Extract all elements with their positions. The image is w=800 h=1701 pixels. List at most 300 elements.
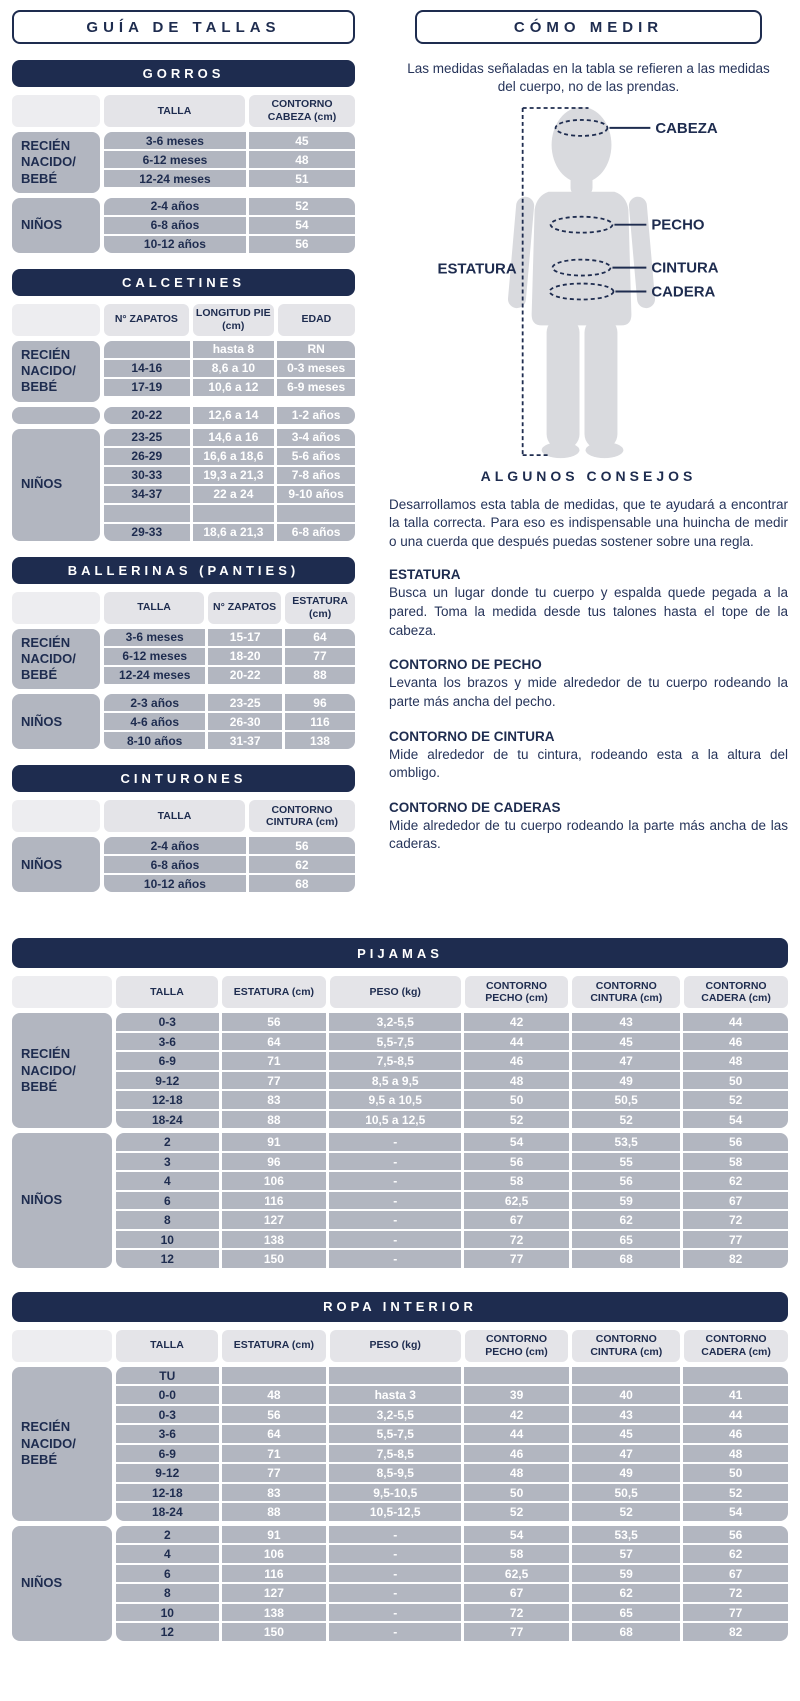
cell: 5,5-7,5	[329, 1425, 461, 1443]
cell: 10-12 años	[104, 236, 246, 253]
header-cells	[104, 592, 355, 624]
table-row	[116, 1367, 788, 1385]
table-row	[104, 505, 355, 522]
cell: 10	[116, 1231, 219, 1249]
table-header-row	[12, 1330, 788, 1362]
cell: 44	[683, 1013, 788, 1031]
cell: 67	[464, 1584, 569, 1602]
table-row	[116, 1386, 788, 1404]
cell: 12	[116, 1623, 219, 1641]
cell: 49	[572, 1464, 681, 1482]
column-header: TALLA	[104, 592, 204, 624]
table-group	[12, 132, 355, 193]
table-row	[116, 1503, 788, 1521]
cell: 77	[683, 1231, 788, 1249]
cell	[193, 505, 275, 522]
table-row	[116, 1565, 788, 1583]
calcetines-title-bar: CALCETINES	[12, 269, 355, 296]
cell: hasta 8	[193, 341, 275, 358]
column-header: PESO (kg)	[330, 1330, 461, 1362]
right-column	[389, 10, 788, 892]
size-guide-title: GUÍA DE TALLAS	[12, 10, 355, 44]
corner-cell	[12, 1330, 112, 1362]
column-header: CONTORNO CINTURA (cm)	[249, 800, 355, 832]
group-label: NIÑOS	[12, 198, 100, 253]
group-rows	[116, 1013, 788, 1128]
group-rows	[104, 132, 355, 193]
cell: 52	[464, 1503, 569, 1521]
table-row	[104, 341, 355, 358]
group-rows	[116, 1367, 788, 1521]
cell: 12-24 meses	[104, 667, 205, 684]
table-row	[104, 732, 355, 749]
cell: 50,5	[572, 1091, 681, 1109]
cell: 77	[683, 1604, 788, 1622]
cell: 7,5-8,5	[329, 1052, 461, 1070]
cell: 138	[222, 1231, 327, 1249]
cell: 68	[572, 1250, 681, 1268]
cell: RN	[277, 341, 355, 358]
table-row	[116, 1013, 788, 1031]
cinturones-section	[12, 765, 355, 892]
tips-intro: Desarrollamos esta tabla de medidas, que te ayudará a encontrar la talla correcta. Para eso es indispensable una huincha de medir o una cuerda que después puedas sostener sobre una regla.	[389, 496, 788, 549]
cell: 56	[464, 1153, 569, 1171]
header-cells	[104, 304, 355, 336]
table-row	[104, 875, 355, 892]
cell: 8	[116, 1584, 219, 1602]
cell: 18-20	[208, 648, 282, 665]
table-row	[104, 429, 355, 446]
cell: 48	[464, 1072, 569, 1090]
pijamas-section	[12, 938, 788, 1268]
cell: hasta 3	[329, 1386, 461, 1404]
cell: 52	[249, 198, 355, 215]
cell: 3-6 meses	[104, 629, 205, 646]
cell: 50	[464, 1091, 569, 1109]
table-row	[104, 360, 355, 377]
calcetines-section	[12, 269, 355, 541]
corner-cell	[12, 304, 100, 336]
cell: 1-2 años	[277, 407, 355, 424]
cell: 68	[572, 1623, 681, 1641]
table-row	[104, 467, 355, 484]
table-header-row	[12, 304, 355, 336]
table-group	[12, 1526, 788, 1641]
cell: 56	[683, 1526, 788, 1544]
cell: 71	[222, 1445, 327, 1463]
cell: -	[329, 1623, 461, 1641]
table-row	[116, 1445, 788, 1463]
group-label: NIÑOS	[12, 837, 100, 892]
cell: 3	[116, 1153, 219, 1171]
table-row	[116, 1464, 788, 1482]
cell: 64	[222, 1425, 327, 1443]
cell: 91	[222, 1133, 327, 1151]
cell: 18-24	[116, 1111, 219, 1129]
cell: 72	[464, 1231, 569, 1249]
cell: 44	[683, 1406, 788, 1424]
cell: 65	[572, 1231, 681, 1249]
cell: -	[329, 1172, 461, 1190]
cell: 45	[249, 132, 355, 149]
cell: 67	[683, 1192, 788, 1210]
cell: -	[329, 1604, 461, 1622]
cell: 20-22	[104, 407, 190, 424]
table-group	[12, 1013, 788, 1128]
cell: 77	[222, 1464, 327, 1482]
cell: 54	[464, 1133, 569, 1151]
cell: 9,5-10,5	[329, 1484, 461, 1502]
cell: 50	[683, 1072, 788, 1090]
tip-heading: CONTORNO DE PECHO	[389, 657, 542, 673]
group-rows	[104, 629, 355, 690]
cell: 53,5	[572, 1526, 681, 1544]
cell: 106	[222, 1172, 327, 1190]
cell: 58	[464, 1172, 569, 1190]
header-cells	[116, 976, 788, 1008]
header-cells	[104, 800, 355, 832]
cell: 2-4 años	[104, 837, 246, 854]
cell: 6-8 años	[104, 856, 246, 873]
cell: 56	[222, 1013, 327, 1031]
cell: 150	[222, 1250, 327, 1268]
cell: 12	[116, 1250, 219, 1268]
cell: -	[329, 1153, 461, 1171]
table-row	[116, 1250, 788, 1268]
table-row	[116, 1211, 788, 1229]
tip-section-caderas	[389, 800, 788, 854]
table-group	[12, 1367, 788, 1521]
cell: -	[329, 1250, 461, 1268]
cell: -	[329, 1545, 461, 1563]
cell: 56	[222, 1406, 327, 1424]
cell: 2-4 años	[104, 198, 246, 215]
measure-intro-text: Las medidas señaladas en la tabla se refieren a las medidas del cuerpo, no de las prendas.	[407, 61, 770, 95]
column-header: CONTORNO PECHO (cm)	[465, 976, 569, 1008]
table-group	[12, 429, 355, 541]
group-rows	[116, 1133, 788, 1268]
table-header-row	[12, 592, 355, 624]
cell: 0-3 meses	[277, 360, 355, 377]
table-group	[12, 341, 355, 402]
cell: 138	[222, 1604, 327, 1622]
how-to-measure-title: CÓMO MEDIR	[415, 10, 762, 44]
cell: TU	[116, 1367, 219, 1385]
cell: 58	[683, 1153, 788, 1171]
cell: -	[329, 1211, 461, 1229]
cell: 48	[683, 1445, 788, 1463]
cell: 2	[116, 1133, 219, 1151]
cell: 4	[116, 1545, 219, 1563]
cell: 10,5-12,5	[329, 1503, 461, 1521]
cell: 96	[285, 694, 355, 711]
cell: 46	[464, 1052, 569, 1070]
cell	[683, 1367, 788, 1385]
table-row	[104, 648, 355, 665]
table-row	[104, 448, 355, 465]
table-row	[116, 1526, 788, 1544]
table-row	[104, 524, 355, 541]
cell: 9-10 años	[277, 486, 355, 503]
cell: 56	[683, 1133, 788, 1151]
tip-body: Levanta los brazos y mide alrededor de tu cuerpo rodeando la parte más ancha del pecho.	[389, 675, 788, 709]
column-header: ESTATURA (cm)	[222, 1330, 326, 1362]
cell: 68	[249, 875, 355, 892]
cell: 6-12 meses	[104, 151, 246, 168]
group-label: NIÑOS	[12, 429, 100, 541]
cell: 10	[116, 1604, 219, 1622]
left-column	[12, 10, 355, 892]
cell: 82	[683, 1623, 788, 1641]
cell: 14-16	[104, 360, 190, 377]
cell: 9-12	[116, 1464, 219, 1482]
corner-cell	[12, 976, 112, 1008]
table-row	[104, 694, 355, 711]
cell: 3-4 años	[277, 429, 355, 446]
table-row	[104, 667, 355, 684]
column-header: ESTATURA (cm)	[285, 592, 355, 624]
ballerinas-title-bar: BALLERINAS (PANTIES)	[12, 557, 355, 584]
pijamas-title-bar: PIJAMAS	[12, 938, 788, 968]
corner-cell	[12, 592, 100, 624]
cell: 62	[572, 1211, 681, 1229]
pijamas-table	[12, 976, 788, 1268]
table-row	[104, 837, 355, 854]
table-row	[116, 1231, 788, 1249]
cell: 62	[683, 1172, 788, 1190]
calcetines-table	[12, 304, 355, 541]
cell: 6-9	[116, 1445, 219, 1463]
cell: 23-25	[208, 694, 282, 711]
cell: 9,5 a 10,5	[329, 1091, 461, 1109]
cintura-label: CINTURA	[651, 260, 719, 278]
cell: 26-30	[208, 713, 282, 730]
cell: 77	[464, 1250, 569, 1268]
cell: 88	[222, 1111, 327, 1129]
cell: 8-10 años	[104, 732, 205, 749]
cell: 116	[222, 1192, 327, 1210]
cell: 6-8 años	[277, 524, 355, 541]
table-row	[116, 1406, 788, 1424]
cell: 3,2-5,5	[329, 1406, 461, 1424]
cell: 15-17	[208, 629, 282, 646]
tip-section-cintura	[389, 729, 788, 783]
table-row	[116, 1033, 788, 1051]
cell: 18,6 a 21,3	[193, 524, 275, 541]
cell: 47	[572, 1445, 681, 1463]
cell: 82	[683, 1250, 788, 1268]
cell: 14,6 a 16	[193, 429, 275, 446]
cell: 91	[222, 1526, 327, 1544]
table-group	[12, 694, 355, 749]
cell: 62,5	[464, 1565, 569, 1583]
cell: 29-33	[104, 524, 190, 541]
column-header: CONTORNO CADERA (cm)	[684, 1330, 788, 1362]
ropa-interior-table	[12, 1330, 788, 1641]
cell: 46	[683, 1425, 788, 1443]
cell: 56	[572, 1172, 681, 1190]
table-row	[104, 379, 355, 396]
table-row	[104, 407, 355, 424]
table-row	[116, 1484, 788, 1502]
cell: 6	[116, 1565, 219, 1583]
cell: 30-33	[104, 467, 190, 484]
cell: 52	[464, 1111, 569, 1129]
ropa-interior-title-bar: ROPA INTERIOR	[12, 1292, 788, 1322]
table-row	[104, 713, 355, 730]
table-row	[116, 1192, 788, 1210]
child-silhouette	[507, 107, 656, 458]
cell: 7-8 años	[277, 467, 355, 484]
cell: 3-6	[116, 1033, 219, 1051]
gorros-section	[12, 60, 355, 253]
cabeza-label: CABEZA	[655, 120, 718, 138]
ballerinas-table	[12, 592, 355, 750]
cell: 59	[572, 1192, 681, 1210]
tip-heading: ESTATURA	[389, 567, 461, 583]
table-row	[104, 151, 355, 168]
group-rows	[104, 837, 355, 892]
table-group	[12, 407, 355, 424]
group-rows	[104, 694, 355, 749]
cell: 10,6 a 12	[193, 379, 275, 396]
pecho-label: PECHO	[651, 217, 705, 235]
cell: -	[329, 1584, 461, 1602]
cell: 65	[572, 1604, 681, 1622]
cell: 58	[464, 1545, 569, 1563]
cell: 4-6 años	[104, 713, 205, 730]
cell: 10-12 años	[104, 875, 246, 892]
column-header: CONTORNO CINTURA (cm)	[572, 976, 680, 1008]
cell: 88	[285, 667, 355, 684]
tip-body: Mide alrededor de tu cintura, rodeando esta a la altura del ombligo.	[389, 746, 788, 781]
cell: 48	[249, 151, 355, 168]
cell: 12,6 a 14	[193, 407, 275, 424]
cell: 47	[572, 1052, 681, 1070]
body-measure-diagram	[389, 100, 788, 461]
cell: 64	[285, 629, 355, 646]
cell: 83	[222, 1091, 327, 1109]
cell: 77	[285, 648, 355, 665]
table-row	[104, 486, 355, 503]
cell: 72	[683, 1584, 788, 1602]
cell: 50	[464, 1484, 569, 1502]
column-header: PESO (kg)	[330, 976, 461, 1008]
cell: -	[329, 1133, 461, 1151]
column-header: TALLA	[104, 95, 245, 127]
cell: 48	[464, 1464, 569, 1482]
tips-title: ALGUNOS CONSEJOS	[480, 467, 697, 484]
ropa-interior-section	[12, 1292, 788, 1641]
cell: 20-22	[208, 667, 282, 684]
group-rows	[116, 1526, 788, 1641]
table-row	[116, 1584, 788, 1602]
column-header: LONGITUD PIE (cm)	[193, 304, 274, 336]
column-header: EDAD	[278, 304, 355, 336]
cell: 44	[464, 1425, 569, 1443]
cell: 17-19	[104, 379, 190, 396]
cell: 106	[222, 1545, 327, 1563]
cell: 116	[222, 1565, 327, 1583]
cell: 0-3	[116, 1013, 219, 1031]
cell: 53,5	[572, 1133, 681, 1151]
table-row	[116, 1172, 788, 1190]
cell: 44	[464, 1033, 569, 1051]
group-label	[12, 407, 100, 424]
cinturones-table	[12, 800, 355, 892]
table-row	[104, 856, 355, 873]
cell: 6-8 años	[104, 217, 246, 234]
table-header-row	[12, 800, 355, 832]
table-row	[116, 1545, 788, 1563]
corner-cell	[12, 95, 100, 127]
cell: 34-37	[104, 486, 190, 503]
column-header: CONTORNO CADERA (cm)	[684, 976, 788, 1008]
cell: 10,5 a 12,5	[329, 1111, 461, 1129]
cell	[222, 1367, 327, 1385]
table-row	[104, 236, 355, 253]
cell: 16,6 a 18,6	[193, 448, 275, 465]
estatura-label: ESTATURA	[437, 261, 517, 279]
cell: 52	[572, 1111, 681, 1129]
cell: 3-6	[116, 1425, 219, 1443]
cell: 62	[572, 1584, 681, 1602]
cell: 138	[285, 732, 355, 749]
gorros-table	[12, 95, 355, 253]
tip-body: Mide alrededor de tu cuerpo rodeando la parte más ancha de las caderas.	[389, 817, 788, 852]
cell: 52	[572, 1503, 681, 1521]
cell: 48	[683, 1052, 788, 1070]
cell: 31-37	[208, 732, 282, 749]
group-rows	[104, 198, 355, 253]
cell: 67	[464, 1211, 569, 1229]
group-label: NIÑOS	[12, 1133, 112, 1268]
cell: 56	[249, 236, 355, 253]
table-group	[12, 198, 355, 253]
cell: 52	[683, 1484, 788, 1502]
column-header: CONTORNO CINTURA (cm)	[572, 1330, 680, 1362]
cell: -	[329, 1565, 461, 1583]
cell: 43	[572, 1406, 681, 1424]
table-group	[12, 629, 355, 690]
table-group	[12, 1133, 788, 1268]
group-label: NIÑOS	[12, 694, 100, 749]
table-header-row	[12, 976, 788, 1008]
cell: 83	[222, 1484, 327, 1502]
cell: 12-18	[116, 1484, 219, 1502]
cell: 42	[464, 1406, 569, 1424]
cadera-label: CADERA	[651, 283, 716, 301]
header-cells	[116, 1330, 788, 1362]
cell	[572, 1367, 681, 1385]
cell: 23-25	[104, 429, 190, 446]
table-row	[104, 198, 355, 215]
cell: 96	[222, 1153, 327, 1171]
table-header-row	[12, 95, 355, 127]
cell: 88	[222, 1503, 327, 1521]
cell: 46	[464, 1445, 569, 1463]
table-row	[116, 1091, 788, 1109]
cell: 54	[249, 217, 355, 234]
group-label: RECIÉN NACIDO/ BEBÉ	[12, 1367, 112, 1521]
cell: 4	[116, 1172, 219, 1190]
column-header: N° ZAPATOS	[104, 304, 189, 336]
cell: 57	[572, 1545, 681, 1563]
cell: 39	[464, 1386, 569, 1404]
cell	[104, 505, 190, 522]
table-row	[104, 629, 355, 646]
cell: 5-6 años	[277, 448, 355, 465]
